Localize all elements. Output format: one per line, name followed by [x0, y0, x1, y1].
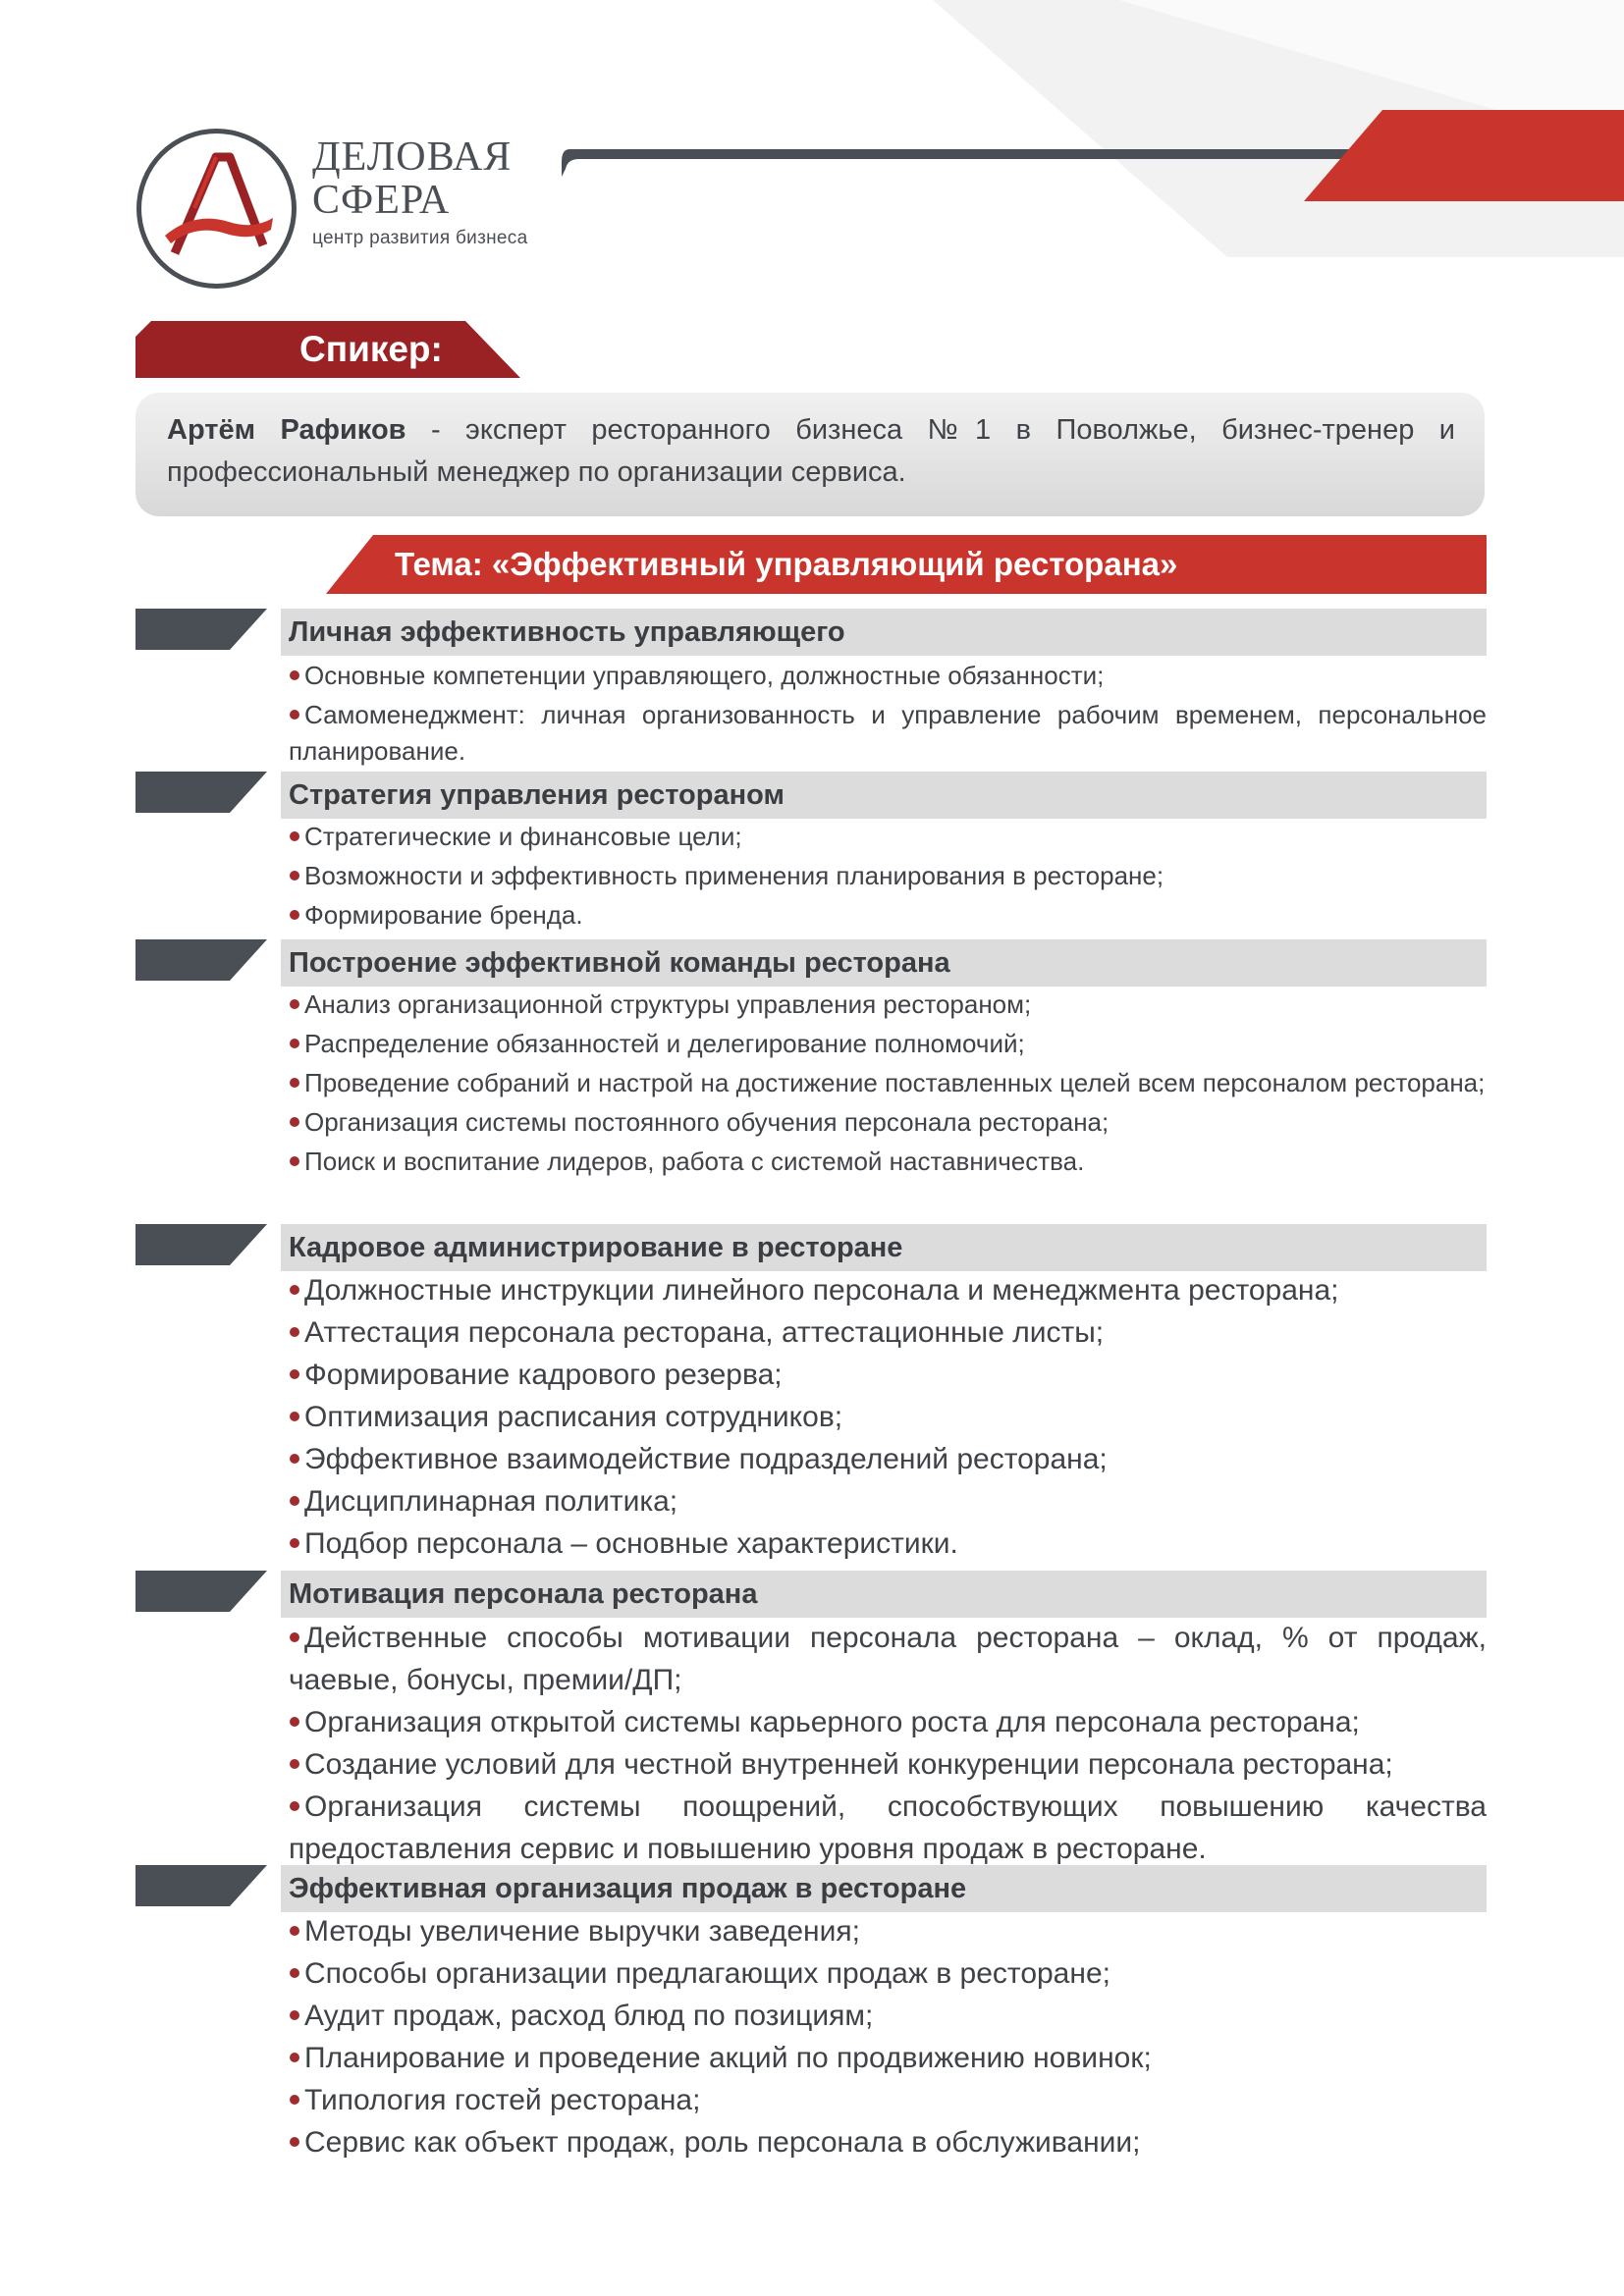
section-items: [289, 1910, 1487, 2163]
bullet-icon: [290, 1454, 299, 1464]
list-item: [289, 1438, 1487, 1480]
list-item: [289, 1952, 1487, 1995]
list-item: [289, 1104, 1487, 1141]
list-item: [289, 1701, 1487, 1743]
list-item-text: Организация системы поощрений, способствующих повышению качества предоставления сервис и повышению уровня продаж в ресторане.: [289, 1790, 1487, 1865]
bullet-icon: [290, 1717, 299, 1727]
list-item: [289, 1617, 1487, 1701]
list-item-text: Способы организации предлагающих продаж в ресторане;: [304, 1957, 1110, 1990]
section-items: [289, 658, 1487, 773]
list-item-text: Действенные способы мотивации персонала ресторана – оклад, % от продаж, чаевые, бонусы, премии/ДП;: [289, 1622, 1487, 1696]
list-item: [289, 1786, 1487, 1870]
bullet-icon: [290, 1285, 299, 1295]
bullet-icon: [290, 1968, 299, 1978]
bullet-icon: [290, 831, 299, 841]
bullet-icon: [290, 1327, 299, 1337]
list-item-text: Создание условий для честной внутренней конкуренции персонала ресторана;: [304, 1748, 1393, 1781]
list-item-text: Аттестация персонала ресторана, аттестационные листы;: [304, 1316, 1105, 1349]
list-item-text: Должностные инструкции линейного персонала и менеджмента ресторана;: [304, 1274, 1339, 1307]
list-item: [289, 987, 1487, 1023]
list-item-text: Эффективное взаимодействие подразделений ресторана;: [304, 1443, 1108, 1475]
list-item-text: Типология гостей ресторана;: [304, 2084, 701, 2116]
list-item-text: Аудит продаж, расход блюд по позициям;: [304, 2000, 874, 2032]
section-marker-icon: [135, 772, 267, 813]
list-item: [289, 1354, 1487, 1396]
section-title: Мотивация персонала ресторана: [281, 1571, 1487, 1618]
list-item: [289, 1311, 1487, 1354]
bullet-icon: [290, 1632, 299, 1642]
speaker-name: Артём Рафиков: [167, 414, 406, 446]
bullet-icon: [290, 2137, 299, 2147]
list-item: [289, 897, 1487, 934]
bullet-icon: [290, 871, 299, 881]
bullet-icon: [290, 1039, 299, 1048]
section-title: Построение эффективной команды ресторана: [281, 939, 1487, 987]
list-item-text: Анализ организационной структуры управления рестораном;: [304, 989, 1032, 1019]
list-item: [289, 1026, 1487, 1062]
section-items: [289, 987, 1487, 1183]
list-item-text: Распределение обязанностей и делегирование полномочий;: [304, 1029, 1025, 1058]
list-item-text: Формирование кадрового резерва;: [304, 1359, 783, 1391]
list-item: [289, 2079, 1487, 2121]
section-title: Эффективная организация продаж в ресторане: [281, 1865, 1487, 1912]
section-marker-icon: [135, 609, 267, 650]
bullet-icon: [290, 2053, 299, 2062]
section-marker-icon: [135, 939, 267, 981]
list-item-text: Организация открытой системы карьерного роста для персонала ресторана;: [304, 1706, 1360, 1738]
list-item: [289, 1995, 1487, 2037]
list-item-text: Проведение собраний и настрой на достижение поставленных целей всем персоналом ресторана;: [304, 1068, 1486, 1097]
bullet-icon: [290, 1538, 299, 1548]
logo-line-1: ДЕЛОВАЯ: [312, 134, 513, 180]
list-item-text: Подбор персонала – основные характеристики.: [304, 1527, 958, 1560]
bullet-icon: [290, 1156, 299, 1166]
section-items: [289, 819, 1487, 936]
list-item: [289, 2121, 1487, 2163]
bullet-icon: [290, 999, 299, 1009]
list-item-text: Поиск и воспитание лидеров, работа с системой наставничества.: [304, 1147, 1085, 1176]
list-item-text: Организация системы постоянного обучения персонала ресторана;: [304, 1107, 1110, 1137]
list-item-text: Основные компетенции управляющего, должностные обязанности;: [304, 661, 1105, 690]
speaker-description: - эксперт ресторанного бизнеса №1 в Поволжье, бизнес-тренер и профессиональный менеджер по организации сервиса.: [167, 414, 1455, 488]
list-item-text: Стратегические и финансовые цели;: [304, 822, 742, 851]
topic-title: Тема: «Эффективный управляющий ресторана»: [395, 546, 1178, 582]
bullet-icon: [290, 1801, 299, 1811]
section-title: Кадровое администрирование в ресторане: [281, 1224, 1487, 1271]
list-item: [289, 1910, 1487, 1952]
list-item: [289, 2037, 1487, 2079]
list-item: [289, 1065, 1487, 1101]
bullet-icon: [290, 1078, 299, 1088]
list-item: [289, 1396, 1487, 1438]
bullet-icon: [290, 2010, 299, 2020]
bullet-icon: [290, 1117, 299, 1127]
list-item-text: Планирование и проведение акций по продвижению новинок;: [304, 2042, 1152, 2074]
bullet-icon: [290, 1412, 299, 1421]
list-item-text: Формирование бренда.: [304, 900, 583, 930]
section-title: Личная эффективность управляющего: [281, 609, 1487, 656]
section-title: Стратегия управления рестораном: [281, 772, 1487, 819]
list-item-text: Оптимизация расписания сотрудников;: [304, 1401, 843, 1433]
list-item: [289, 1743, 1487, 1786]
bullet-icon: [290, 2095, 299, 2105]
list-item: [289, 858, 1487, 894]
bullet-icon: [290, 670, 299, 680]
speaker-label: Спикер:: [299, 329, 443, 369]
bullet-icon: [290, 1369, 299, 1379]
bullet-icon: [290, 710, 299, 720]
section-marker-icon: [135, 1865, 267, 1906]
list-item-text: Методы увеличение выручки заведения;: [304, 1915, 860, 1948]
section-marker-icon: [135, 1571, 267, 1612]
bullet-icon: [290, 1926, 299, 1936]
section-items: [289, 1617, 1487, 1870]
list-item: [289, 1480, 1487, 1522]
list-item: [289, 819, 1487, 855]
list-item: [289, 1144, 1487, 1180]
list-item: [289, 1269, 1487, 1311]
list-item-text: Дисциплинарная политика;: [304, 1485, 678, 1518]
bullet-icon: [290, 1759, 299, 1769]
list-item: [289, 697, 1487, 770]
list-item-text: Возможности и эффективность применения планирования в ресторане;: [304, 861, 1164, 890]
logo-tagline: центр развития бизнеса: [312, 228, 528, 248]
list-item: [289, 658, 1487, 694]
list-item-text: Самоменеджмент: личная организованность и управление рабочим временем, персональное планирование.: [289, 700, 1487, 766]
bullet-icon: [290, 910, 299, 920]
bullet-icon: [290, 1496, 299, 1506]
list-item: [289, 1522, 1487, 1565]
logo-line-2: СФЕРА: [312, 178, 451, 223]
section-items: [289, 1269, 1487, 1565]
list-item-text: Сервис как объект продаж, роль персонала в обслуживании;: [304, 2126, 1141, 2159]
section-marker-icon: [135, 1224, 267, 1265]
